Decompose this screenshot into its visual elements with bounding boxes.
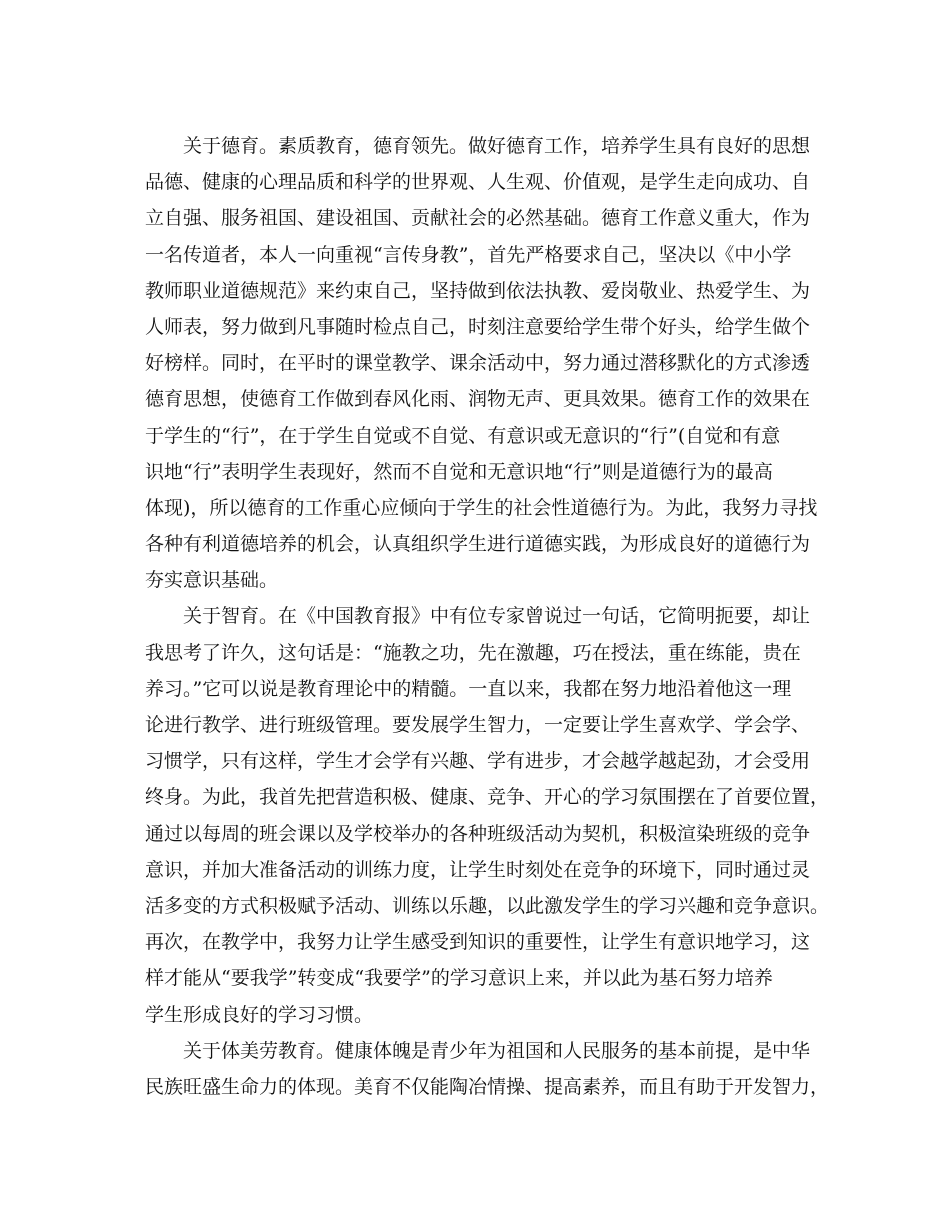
text-line: 一名传道者，本人一向重视“言传身教”，首先严格要求自己，坚决以《中小学 [145, 243, 792, 266]
text-line: 我思考了许久，这句话是：“施教之功，先在激趣，巧在授法，重在练能，贵在 [145, 641, 801, 664]
text-line: 各种有利道德培养的机会，认真组织学生进行道德实践，为形成良好的道德行为 [145, 533, 811, 556]
text-line: 样才能从“要我学”转变成“我要学”的学习意识上来，并以此为基石努力培养 [145, 967, 773, 990]
document-body [145, 128, 830, 1105]
text-line: 养习。”它可以说是教育理论中的精髓。一直以来，我都在努力地沿着他这一理 [145, 677, 792, 700]
text-line: 立自强、服务祖国、建设祖国、贡献社会的必然基础。德育工作意义重大，作为 [145, 207, 811, 230]
paragraph-physical-aesthetic-labor-education [145, 1033, 830, 1105]
text-line: 习惯学，只有这样，学生才会学有兴趣、学有进步，才会越学越起劲，才会受用 [145, 750, 811, 773]
text-line: 夯实意识基础。 [145, 569, 279, 592]
text-line: 人师表，努力做到凡事随时检点自己，时刻注意要给学生带个好头，给学生做个 [145, 315, 811, 338]
paragraph-intellectual-education [145, 598, 830, 1032]
text-line: 民族旺盛生命力的体现。美育不仅能陶冶情操、提高素养，而且有助于开发智力， [145, 1075, 830, 1098]
paragraph-moral-education [145, 128, 818, 598]
text-line: 通过以每周的班会课以及学校举办的各种班级活动为契机，积极渲染班级的竞争 [145, 822, 811, 845]
text-line: 关于体美劳教育。健康体魄是青少年为祖国和人民服务的基本前提，是中华 [183, 1039, 811, 1062]
text-line: 关于智育。在《中国教育报》中有位专家曾说过一句话，它简明扼要，却让 [183, 605, 811, 628]
text-line: 教师职业道德规范》来约束自己，坚持做到依法执教、爱岗敬业、热爱学生、为 [145, 279, 811, 302]
text-line: 意识，并加大准备活动的训练力度，让学生时刻处在竞争的环境下，同时通过灵 [145, 858, 811, 881]
text-line: 品德、健康的心理品质和科学的世界观、人生观、价值观，是学生走向成功、自 [145, 171, 811, 194]
text-line: 论进行教学、进行班级管理。要发展学生智力，一定要让学生喜欢学、学会学、 [145, 714, 811, 736]
text-line: 于学生的“行”，在于学生自觉或不自觉、有意识或无意识的“行”(自觉和有意 [145, 424, 781, 447]
text-line: 好榜样。同时，在平时的课堂教学、课余活动中，努力通过潜移默化的方式渗透 [145, 352, 811, 375]
text-line: 德育思想，使德育工作做到春风化雨、润物无声、更具效果。德育工作的效果在 [145, 388, 811, 411]
text-line: 再次，在教学中，我努力让学生感受到知识的重要性，让学生有意识地学习，这 [145, 931, 811, 954]
text-line: 关于德育。素质教育，德育领先。做好德育工作，培养学生具有良好的思想 [183, 135, 811, 157]
text-line: 终身。为此，我首先把营造积极、健康、竞争、开心的学习氛围摆在了首要位置， [145, 786, 830, 809]
text-line: 识地“行”表明学生表现好，然而不自觉和无意识地“行”则是道德行为的最高 [145, 460, 773, 483]
text-line: 活多变的方式积极赋予活动、训练以乐趣，以此激发学生的学习兴趣和竞争意识。 [145, 894, 830, 917]
text-line: 学生形成良好的学习习惯。 [145, 1003, 374, 1026]
text-line: 体现)，所以德育的工作重心应倾向于学生的社会性道德行为。为此，我努力寻找 [145, 496, 818, 519]
